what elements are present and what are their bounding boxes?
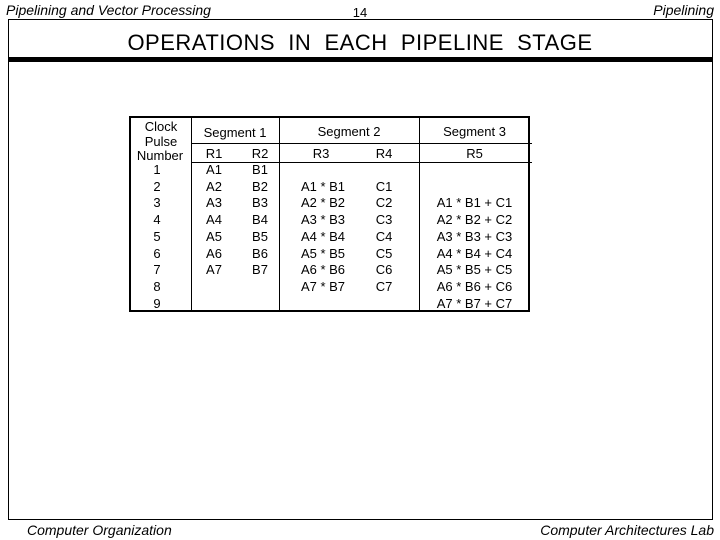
clock-cell: 5: [153, 228, 161, 244]
footer-course: Computer Organization: [27, 522, 172, 538]
clock-header-line: Number: [136, 148, 184, 163]
pipeline-table: [129, 116, 530, 312]
r4-cell: [367, 296, 401, 313]
r1-cell: A7: [206, 262, 222, 278]
r3-cell: A1 * B1: [300, 178, 346, 194]
r4-cell: C6: [375, 262, 393, 278]
r5-cell: A1 * B1 + C1: [436, 195, 513, 211]
r2-cell: [243, 279, 277, 296]
r2-cell: B3: [252, 195, 268, 211]
column-divider: [279, 118, 280, 310]
r5-cell: [419, 162, 530, 179]
r4-cell: C4: [375, 228, 393, 244]
r1-column: [197, 162, 231, 312]
r1-cell: A1: [206, 162, 222, 177]
r3-cell: A5 * B5: [300, 245, 346, 261]
r4-column: [367, 162, 401, 312]
r1-cell: [197, 296, 231, 313]
header-topic: Pipelining: [653, 2, 714, 18]
segment-2-header: Segment 2: [317, 124, 381, 139]
r4-cell: C7: [375, 278, 393, 294]
r1-cell: A5: [206, 228, 222, 244]
clock-cell: 6: [153, 245, 161, 261]
header-course-title: Pipelining and Vector Processing: [6, 2, 211, 18]
r4-cell: C5: [375, 245, 393, 261]
r5-cell: [419, 179, 530, 196]
r2-cell: B1: [252, 162, 268, 177]
clock-cell: 1: [153, 162, 161, 177]
slide-title: OPERATIONS IN EACH PIPELINE STAGE: [127, 30, 593, 55]
r3-cell: A7 * B7: [300, 278, 346, 294]
register-header-r3: R3: [312, 146, 330, 161]
r5-cell: A7 * B7 + C7: [436, 295, 513, 311]
register-header-r2: R2: [251, 146, 269, 161]
r2-column: [243, 162, 277, 312]
r1-cell: A4: [206, 212, 222, 228]
r2-cell: [243, 296, 277, 313]
r4-cell: C2: [375, 195, 393, 211]
clock-header-line: Pulse: [144, 134, 178, 149]
footer-lab: Computer Architectures Lab: [540, 522, 714, 538]
clock-header-line: Clock: [144, 119, 178, 134]
r3-cell: A4 * B4: [300, 228, 346, 244]
clock-cell: 2: [153, 178, 161, 194]
register-header-r1: R1: [205, 146, 223, 161]
r5-cell: A6 * B6 + C6: [436, 278, 513, 294]
r3-cell: [293, 162, 353, 179]
register-header-r5: R5: [466, 146, 483, 161]
r3-cell: A2 * B2: [300, 195, 346, 211]
r3-cell: [293, 296, 353, 313]
r5-column: [419, 162, 530, 312]
segment-header-divider: [191, 143, 532, 144]
r5-cell: A4 * B4 + C4: [436, 245, 513, 261]
r3-cell: A3 * B3: [300, 212, 346, 228]
r2-cell: B6: [252, 245, 268, 261]
clock-cell: 9: [153, 295, 161, 311]
r5-cell: A5 * B5 + C5: [436, 262, 513, 278]
segment-1-header: Segment 1: [203, 125, 267, 140]
r5-cell: A2 * B2 + C2: [436, 212, 513, 228]
page-number: 14: [352, 5, 368, 20]
r1-cell: [197, 279, 231, 296]
r2-cell: B2: [252, 178, 268, 194]
clock-column: [131, 162, 183, 312]
register-header-r4: R4: [375, 146, 393, 161]
r5-cell: A3 * B3 + C3: [436, 228, 513, 244]
r3-column: [293, 162, 353, 312]
clock-cell: 7: [153, 262, 161, 278]
r1-cell: A3: [206, 195, 222, 211]
title-rule: [8, 57, 713, 62]
r4-cell: C3: [375, 212, 393, 228]
r2-cell: B5: [252, 228, 268, 244]
r2-cell: B4: [252, 212, 268, 228]
clock-cell: 4: [153, 212, 161, 228]
r2-cell: B7: [252, 262, 268, 278]
clock-cell: 3: [153, 195, 161, 211]
segment-3-header: Segment 3: [443, 124, 506, 139]
r1-cell: A2: [206, 178, 222, 194]
r1-cell: A6: [206, 245, 222, 261]
clock-cell: 8: [153, 278, 161, 294]
column-divider: [191, 118, 192, 310]
r3-cell: A6 * B6: [300, 262, 346, 278]
r4-cell: [367, 162, 401, 179]
r4-cell: C1: [375, 178, 393, 194]
